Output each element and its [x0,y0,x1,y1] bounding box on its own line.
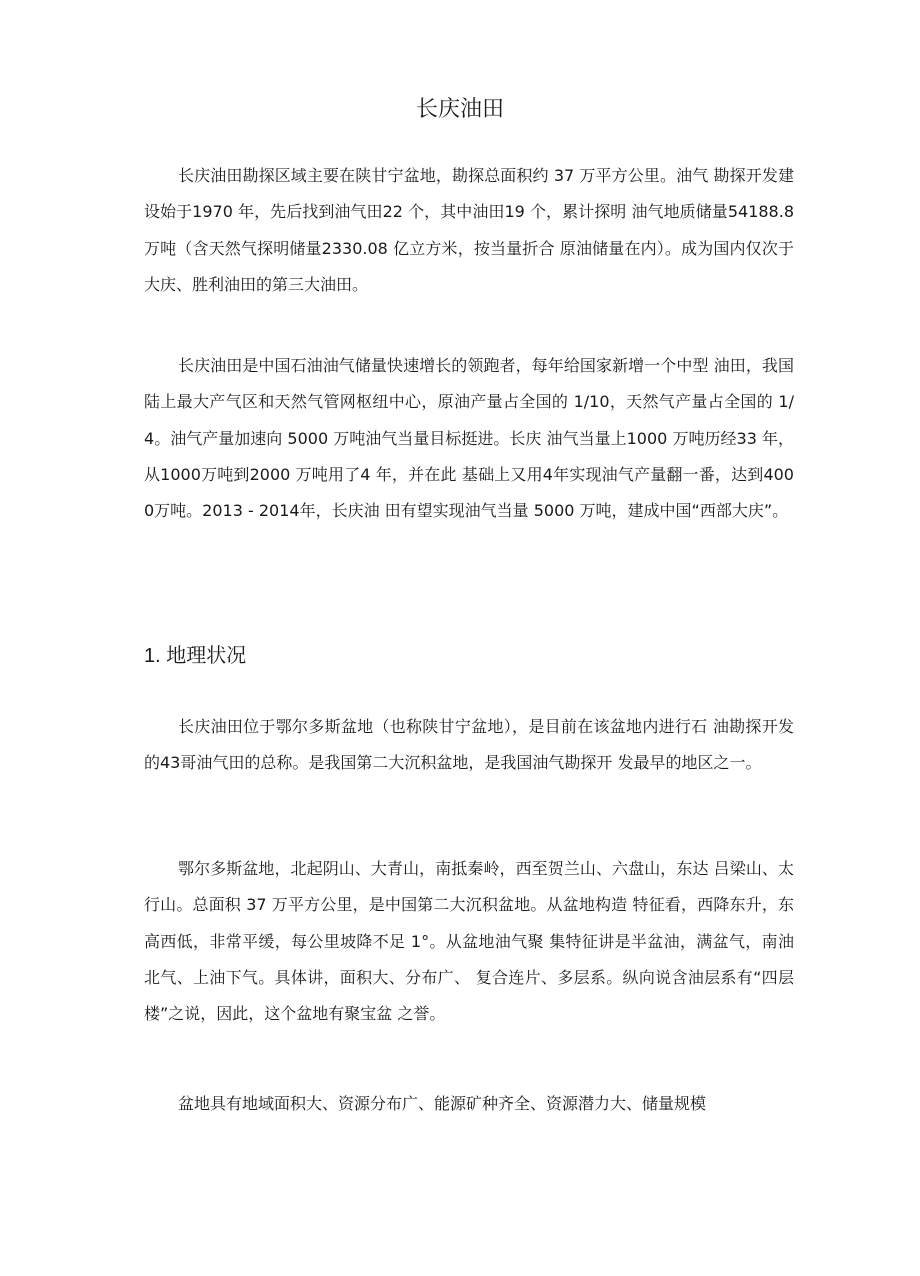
document-title: 长庆油田 [415,97,504,122]
section-heading-geography: 1. 地理状况 [144,645,247,667]
intro-paragraph-1: 长庆油田勘探区域主要在陕甘宁盆地，勘探总面积约 37 万平方公里。油气 勘探开发建设始于1970 年，先后找到油气田22 个，其中油田19 个，累计探明 油气地质储量54188.8 万吨（含天然气探明储量2330.08 亿立方米，按当量折合 原油储量在内）。成为国内仅次于大庆、胜利油田的第三大油田。 [144,166,794,294]
intro-paragraph-2: 长庆油田是中国石油油气储量快速增长的领跑者，每年给国家新增一个中型 油田，我国陆上最大产气区和天然气管网枢纽中心，原油产量占全国的 1/10，天然气产量占全国的 1/4。油气产量加速向 5000 万吨油气当量目标挺进。长庆 油气当量上1000 万吨历经33 年，从1000万吨到2000 万吨用了4 年，并在此 基础上又用4年实现油气产量翻一番，达到4000万吨。2013 - 2014年，长庆油 田有望实现油气当量 5000 万吨，建成中国“西部大庆”。 [144,356,794,521]
geography-paragraph-3: 盆地具有地域面积大、资源分布广、能源矿种齐全、资源潜力大、储量规模 [178,1094,707,1113]
geography-paragraph-2: 鄂尔多斯盆地，北起阴山、大青山，南抵秦岭，西至贺兰山、六盘山，东达 吕梁山、太行山。总面积 37 万平方公里，是中国第二大沉积盆地。从盆地构造 特征看，西降东升，东高西低，非常平缓，每公里坡降不足 1°。从盆地油气聚 集特征讲是半盆油，满盆气，南油北气、上油下气。具体讲，面积大、分布广、 复合连片、多层系。纵向说含油层系有“四层楼”之说，因此，这个盆地有聚宝盆 之誉。 [144,859,794,1024]
geography-paragraph-1: 长庆油田位于鄂尔多斯盆地（也称陕甘宁盆地），是目前在该盆地内进行石 油勘探开发的43哥油气田的总称。是我国第二大沉积盆地，是我国油气勘探开 发最早的地区之一。 [144,717,794,773]
